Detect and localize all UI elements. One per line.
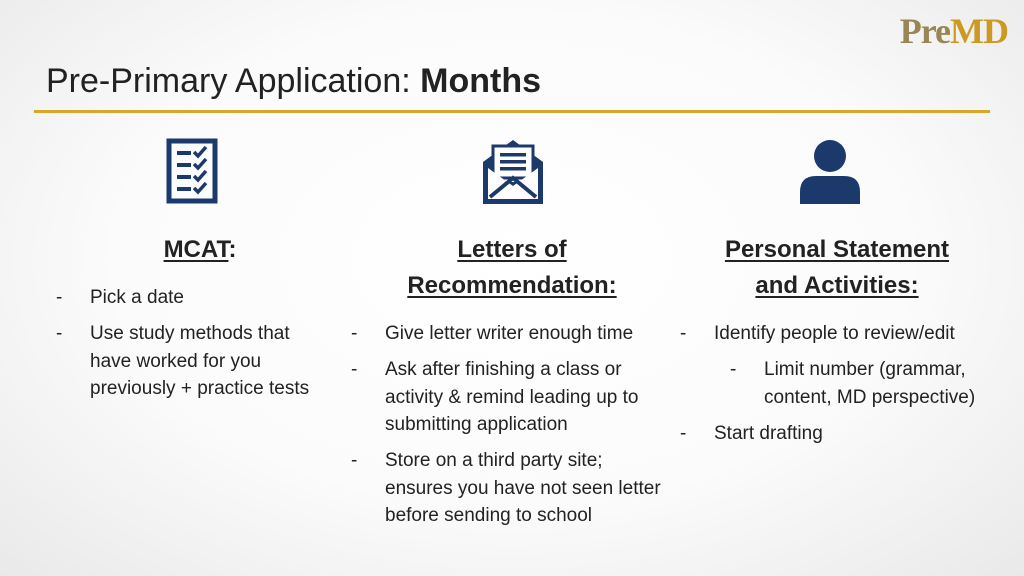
list-item: - Give letter writer enough time bbox=[351, 320, 671, 348]
letters-heading: Letters of Recommendation: bbox=[407, 236, 617, 299]
personal-statement-heading: Personal Statement and Activities: bbox=[724, 236, 950, 299]
checklist-icon bbox=[166, 138, 218, 204]
person-icon bbox=[798, 138, 862, 206]
premd-logo bbox=[900, 10, 1008, 52]
letters-list bbox=[351, 320, 671, 538]
sub-list-item: - Limit number (grammar, content, MD perspective) bbox=[680, 356, 1000, 411]
mcat-list bbox=[56, 284, 336, 411]
list-item: - Pick a date bbox=[56, 284, 336, 312]
list-item: - Use study methods that have worked for you previously + practice tests bbox=[56, 320, 336, 403]
slide-title bbox=[46, 62, 541, 101]
list-item: - Start drafting bbox=[680, 420, 1000, 448]
list-item: - Ask after finishing a class or activity & remind leading up to submitting application bbox=[351, 356, 671, 439]
list-item: - Store on a third party site; ensures you have not seen letter before sending to school bbox=[351, 447, 671, 530]
envelope-letter-icon bbox=[481, 138, 545, 206]
logo-pre: Pre bbox=[899, 11, 951, 51]
mcat-heading: MCAT: bbox=[163, 236, 237, 263]
title-divider bbox=[34, 110, 990, 113]
logo-md: MD bbox=[950, 11, 1008, 51]
personal-statement-list bbox=[680, 320, 1000, 456]
list-item: - Identify people to review/edit bbox=[680, 320, 1000, 348]
title-bold: Months bbox=[420, 62, 541, 100]
title-prefix: Pre-Primary Application: bbox=[46, 62, 421, 100]
